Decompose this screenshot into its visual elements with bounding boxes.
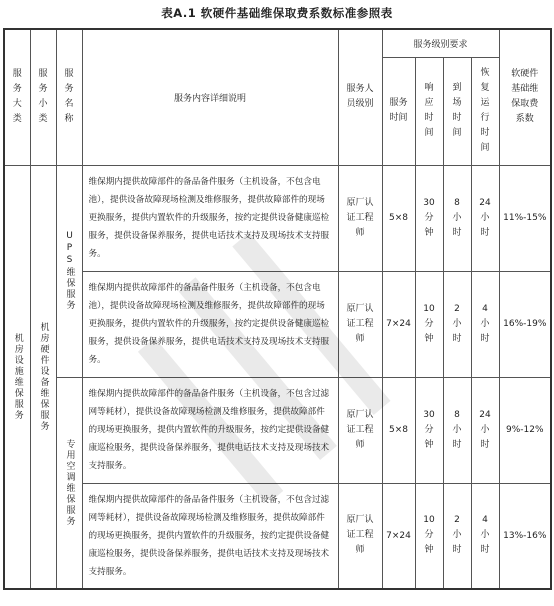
table-row bbox=[4, 483, 551, 589]
header-coefficient bbox=[499, 29, 551, 165]
cell-detail: 维保期内提供故障部件的备品备件服务（主机设备，不包含过滤网等耗材），提供设备故障现场检测及维修服务，提供故障部件的现场更换服务，提供内置软件的升级服务，按约定提供设备健康巡检服务，提供设备保养服务，提供电话技术支持及现场技术支持服务。 bbox=[82, 483, 338, 589]
cell-service-time: 7×24 bbox=[382, 483, 415, 589]
cell-coefficient: 11%-15% bbox=[499, 165, 551, 271]
response-text: 10 分 钟 bbox=[423, 303, 435, 344]
header-arrival-time bbox=[443, 57, 471, 165]
recovery-text: 4 小 时 bbox=[480, 303, 490, 344]
response-text: 30 分 钟 bbox=[423, 409, 435, 450]
cell-staff bbox=[338, 271, 382, 377]
cell-service-time: 7×24 bbox=[382, 271, 415, 377]
header-subcategory bbox=[30, 29, 56, 165]
cell-response bbox=[415, 377, 443, 483]
header-name bbox=[56, 29, 82, 165]
cell-recovery bbox=[471, 483, 499, 589]
cell-service-time: 5×8 bbox=[382, 165, 415, 271]
header-category bbox=[4, 29, 30, 165]
cell-arrival bbox=[443, 165, 471, 271]
table-row bbox=[4, 377, 551, 483]
cell-coefficient: 13%-16% bbox=[499, 483, 551, 589]
cell-service-name bbox=[56, 377, 82, 589]
table-row bbox=[4, 165, 551, 271]
table-row bbox=[4, 271, 551, 377]
service-name-text: 专用空调维保服务 bbox=[64, 438, 75, 527]
header-recovery-time bbox=[471, 57, 499, 165]
table-title: 表A.1 软硬件基础维保取费系数标准参照表 bbox=[161, 6, 393, 20]
recovery-text: 24 小 时 bbox=[479, 197, 491, 238]
cell-service-time: 5×8 bbox=[382, 377, 415, 483]
cell-response bbox=[415, 271, 443, 377]
service-name-text: UPS维保服务 bbox=[64, 231, 75, 311]
header-staff bbox=[338, 29, 382, 165]
cell-service-name bbox=[56, 165, 82, 377]
cell-detail: 维保期内提供故障部件的备品备件服务（主机设备，不包含电池），提供设备故障现场检测及维修服务，提供故障部件的现场更换服务，提供内置软件的升级服务，按约定提供设备健康巡检服务，提供设备保养服务，提供电话技术支持及现场技术支持服务。 bbox=[82, 165, 338, 271]
arrival-text: 8 小 时 bbox=[452, 197, 462, 238]
cell-coefficient: 16%-19% bbox=[499, 271, 551, 377]
staff-text: 原厂认 证工程 师 bbox=[346, 409, 374, 450]
header-recovery-time-text: 恢 复 运 行 时 间 bbox=[480, 68, 490, 153]
header-service-level: 服务级别要求 bbox=[382, 29, 499, 57]
cell-recovery bbox=[471, 271, 499, 377]
staff-text: 原厂认 证工程 师 bbox=[346, 197, 374, 238]
arrival-text: 2 小 时 bbox=[452, 515, 462, 556]
cell-response bbox=[415, 165, 443, 271]
response-text: 30 分 钟 bbox=[423, 197, 435, 238]
arrival-text: 2 小 时 bbox=[452, 303, 462, 344]
header-service-time-text: 服务 时间 bbox=[389, 98, 408, 123]
cell-staff bbox=[338, 165, 382, 271]
recovery-text: 4 小 时 bbox=[480, 515, 490, 556]
cell-recovery bbox=[471, 377, 499, 483]
header-detail: 服务内容详细说明 bbox=[82, 29, 338, 165]
cell-response bbox=[415, 483, 443, 589]
staff-text: 原厂认 证工程 师 bbox=[346, 515, 374, 556]
header-category-text: 服 务 大 类 bbox=[12, 69, 22, 125]
header-response-time-text: 响 应 时 间 bbox=[424, 83, 434, 138]
cell-category bbox=[4, 165, 30, 589]
header-name-text: 服 务 名 称 bbox=[64, 69, 74, 125]
header-coefficient-text: 软硬件 基础维 保取费 系数 bbox=[511, 69, 539, 125]
cell-staff bbox=[338, 377, 382, 483]
cell-detail: 维保期内提供故障部件的备品备件服务（主机设备，不包含电池），提供设备故障现场检测及维修服务，提供故障部件的现场更换服务，提供内置软件的升级服务，按约定提供设备健康巡检服务，提供设备保养服务，提供电话技术支持及现场技术支持服务。 bbox=[82, 271, 338, 377]
recovery-text: 24 小 时 bbox=[479, 409, 491, 450]
category-text: 机房设施维保服务 bbox=[12, 332, 23, 421]
subcategory-text: 机房硬件设备维保服务 bbox=[38, 321, 49, 432]
cell-recovery bbox=[471, 165, 499, 271]
header-arrival-time-text: 到 场 时 间 bbox=[452, 83, 462, 138]
arrival-text: 8 小 时 bbox=[452, 409, 462, 450]
cell-arrival bbox=[443, 271, 471, 377]
header-service-time bbox=[382, 57, 415, 165]
staff-text: 原厂认 证工程 师 bbox=[346, 303, 374, 344]
header-staff-text: 服务人 员级别 bbox=[346, 84, 374, 110]
cell-staff bbox=[338, 483, 382, 589]
fee-coefficient-table bbox=[3, 28, 552, 590]
cell-subcategory bbox=[30, 165, 56, 589]
cell-coefficient: 9%-12% bbox=[499, 377, 551, 483]
header-subcategory-text: 服 务 小 类 bbox=[38, 69, 48, 125]
cell-detail: 维保期内提供故障部件的备品备件服务（主机设备，不包含过滤网等耗材），提供设备故障现场检测及维修服务，提供故障部件的现场更换服务，提供内置软件的升级服务，按约定提供设备健康巡检服务，提供设备保养服务，提供电话技术支持及现场技术支持服务。 bbox=[82, 377, 338, 483]
response-text: 10 分 钟 bbox=[423, 515, 435, 556]
cell-arrival bbox=[443, 377, 471, 483]
header-response-time bbox=[415, 57, 443, 165]
cell-arrival bbox=[443, 483, 471, 589]
